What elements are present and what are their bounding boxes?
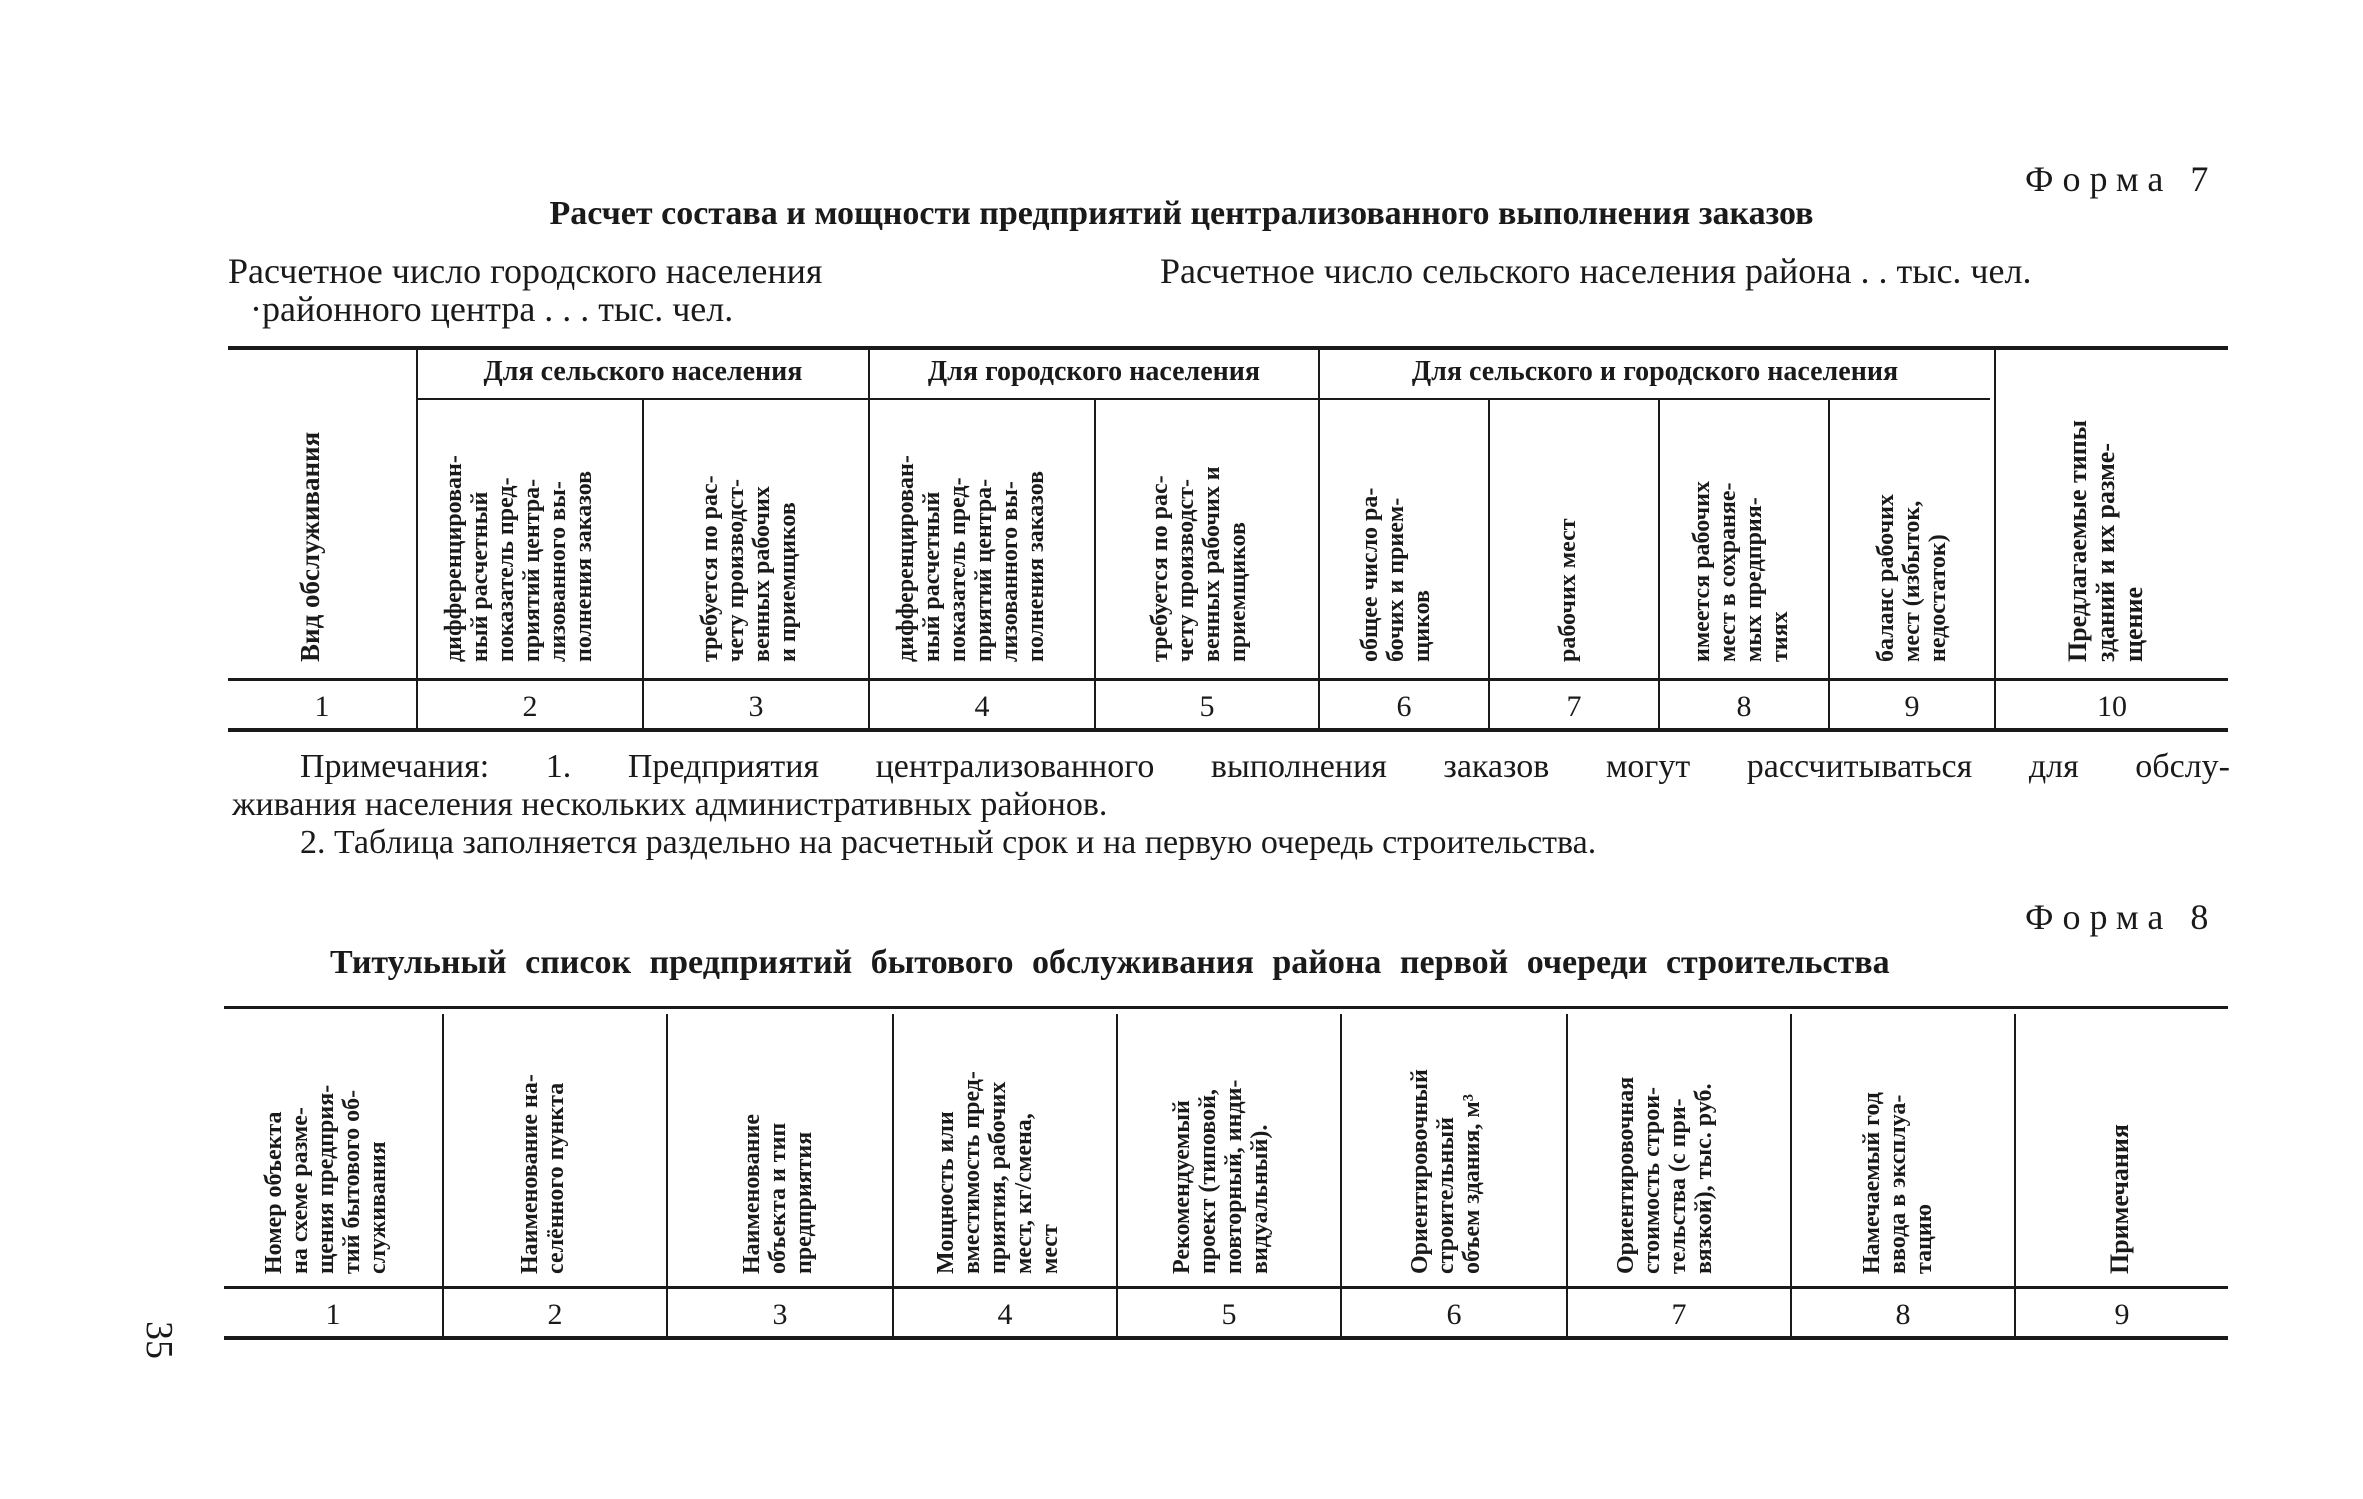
f8-col9-header: Примечания <box>2105 1124 2134 1274</box>
f8-col5-number: 5 <box>1221 1298 1237 1331</box>
col3-number: 3 <box>748 690 764 723</box>
vline <box>892 1014 894 1336</box>
col6-number: 6 <box>1396 690 1412 723</box>
group-header-both: Для сельского и городского населения <box>1411 356 1899 387</box>
urban-population-line1: Расчетное число городского населения <box>228 251 823 291</box>
f8-col1-header: Номер объекта на схеме разме- щения предприя- тий бытового об- служивания <box>261 1084 391 1274</box>
group-rule-rural <box>418 398 870 400</box>
vline <box>2014 1014 2016 1336</box>
f8-col3-number: 3 <box>772 1298 788 1331</box>
vline <box>1094 400 1096 728</box>
col5-number: 5 <box>1199 690 1215 723</box>
col4-number: 4 <box>974 690 990 723</box>
f8-col6-number: 6 <box>1446 1298 1462 1331</box>
f8-col2-number: 2 <box>547 1298 563 1331</box>
table-header-rule <box>224 1286 2228 1289</box>
table-header-rule <box>228 678 2228 681</box>
f8-col6-header: Ориентировочный строительный объем здания, м³ <box>1407 1069 1485 1274</box>
f8-col9-number: 9 <box>2114 1298 2130 1331</box>
col4-header: дифференцирован- ный расчетный показатель пред- приятий центра- лизованного вы- полнения заказов <box>893 455 1049 662</box>
col2-number: 2 <box>522 690 538 723</box>
form8-title: Титульный список предприятий бытового обслуживания района первой очереди строительства <box>330 944 1890 981</box>
urban-population-line2: ·районного центра . . . тыс. чел. <box>250 289 734 329</box>
rural-population: Расчетное число сельского населения района . . тыс. чел. <box>1160 251 2032 291</box>
col9-number: 9 <box>1904 690 1920 723</box>
table-top-rule <box>228 346 2228 350</box>
vline <box>642 400 644 728</box>
col1-header: Вид обслуживания <box>295 431 325 662</box>
col8-header: имеется рабочих мест в сохраняе- мых предприя- тиях <box>1689 481 1793 662</box>
col10-number: 10 <box>2097 690 2127 723</box>
col7-number: 7 <box>1566 690 1582 723</box>
col9-header: баланс рабочих мест (избыток, недостаток) <box>1873 494 1951 662</box>
col8-number: 8 <box>1736 690 1752 723</box>
f8-col8-header: Намечаемый год ввода в эксплуа- тацию <box>1859 1092 1937 1274</box>
vline <box>1994 350 1996 728</box>
group-header-urban: Для городского населения <box>927 356 1261 387</box>
col10-header: Предлагаемые типы зданий и их разме- щение <box>2063 419 2149 662</box>
vline <box>416 350 418 728</box>
col3-header: требуется по рас- чету производст- венных рабочих и приемщиков <box>697 475 801 662</box>
vline <box>1566 1014 1568 1336</box>
vline <box>868 350 870 728</box>
table-bottom-rule <box>224 1336 2228 1340</box>
vline <box>666 1014 668 1336</box>
vline <box>1116 1014 1118 1336</box>
vline <box>1488 400 1490 728</box>
vline <box>1828 400 1830 728</box>
f8-col3-header: Наименование объекта и тип предприятия <box>739 1114 817 1274</box>
note-line3: 2. Таблица заполняется раздельно на расчетный срок и на первую очередь строительства. <box>300 824 1597 861</box>
form8-label: Форма 8 <box>2025 897 2218 937</box>
table-top-rule <box>224 1006 2228 1009</box>
vline <box>1318 350 1320 728</box>
f8-col8-number: 8 <box>1895 1298 1911 1331</box>
f8-col4-header: Мощность или вместимость пред- приятия, рабочих мест, кг/смена, мест <box>933 1071 1063 1274</box>
vline <box>442 1014 444 1336</box>
col5-header: требуется по рас- чету производст- венных рабочих и приемщиков <box>1147 466 1251 662</box>
f8-col2-header: Наименование на- селённого пункта <box>517 1074 569 1274</box>
f8-col1-number: 1 <box>325 1298 341 1331</box>
f8-col5-header: Рекомендуемый проект (типовой, повторный, инди- видуальный). <box>1169 1079 1273 1274</box>
col6-header: общее число ра- бочих и прием- щиков <box>1357 487 1435 662</box>
form7-title: Расчет состава и мощности предприятий централизованного выполнения заказов <box>549 195 1814 232</box>
table-bottom-rule <box>228 728 2228 732</box>
col7-header: рабочих мест <box>1555 518 1581 662</box>
group-header-rural: Для сельского населения <box>483 356 803 387</box>
note-line1: Примечания: 1. Предприятия централизованного выполнения заказов могут рассчитываться для обслу- <box>300 748 2230 785</box>
vline <box>1658 400 1660 728</box>
form7-label: Форма 7 <box>2025 159 2218 199</box>
group-rule-both <box>1320 398 1990 400</box>
note-line2: живания населения нескольких административных районов. <box>232 786 1108 823</box>
f8-col4-number: 4 <box>997 1298 1013 1331</box>
vline <box>1790 1014 1792 1336</box>
page-number: 35 <box>138 1321 180 1359</box>
f8-col7-number: 7 <box>1671 1298 1687 1331</box>
vline <box>1340 1014 1342 1336</box>
col2-header: дифференцирован- ный расчетный показатель пред- приятий центра- лизованного вы- полнения заказов <box>441 455 597 662</box>
f8-col7-header: Ориентировочная стоимость строи- тельства (с при- вязкой), тыс. руб. <box>1613 1076 1717 1274</box>
col1-number: 1 <box>314 690 330 723</box>
